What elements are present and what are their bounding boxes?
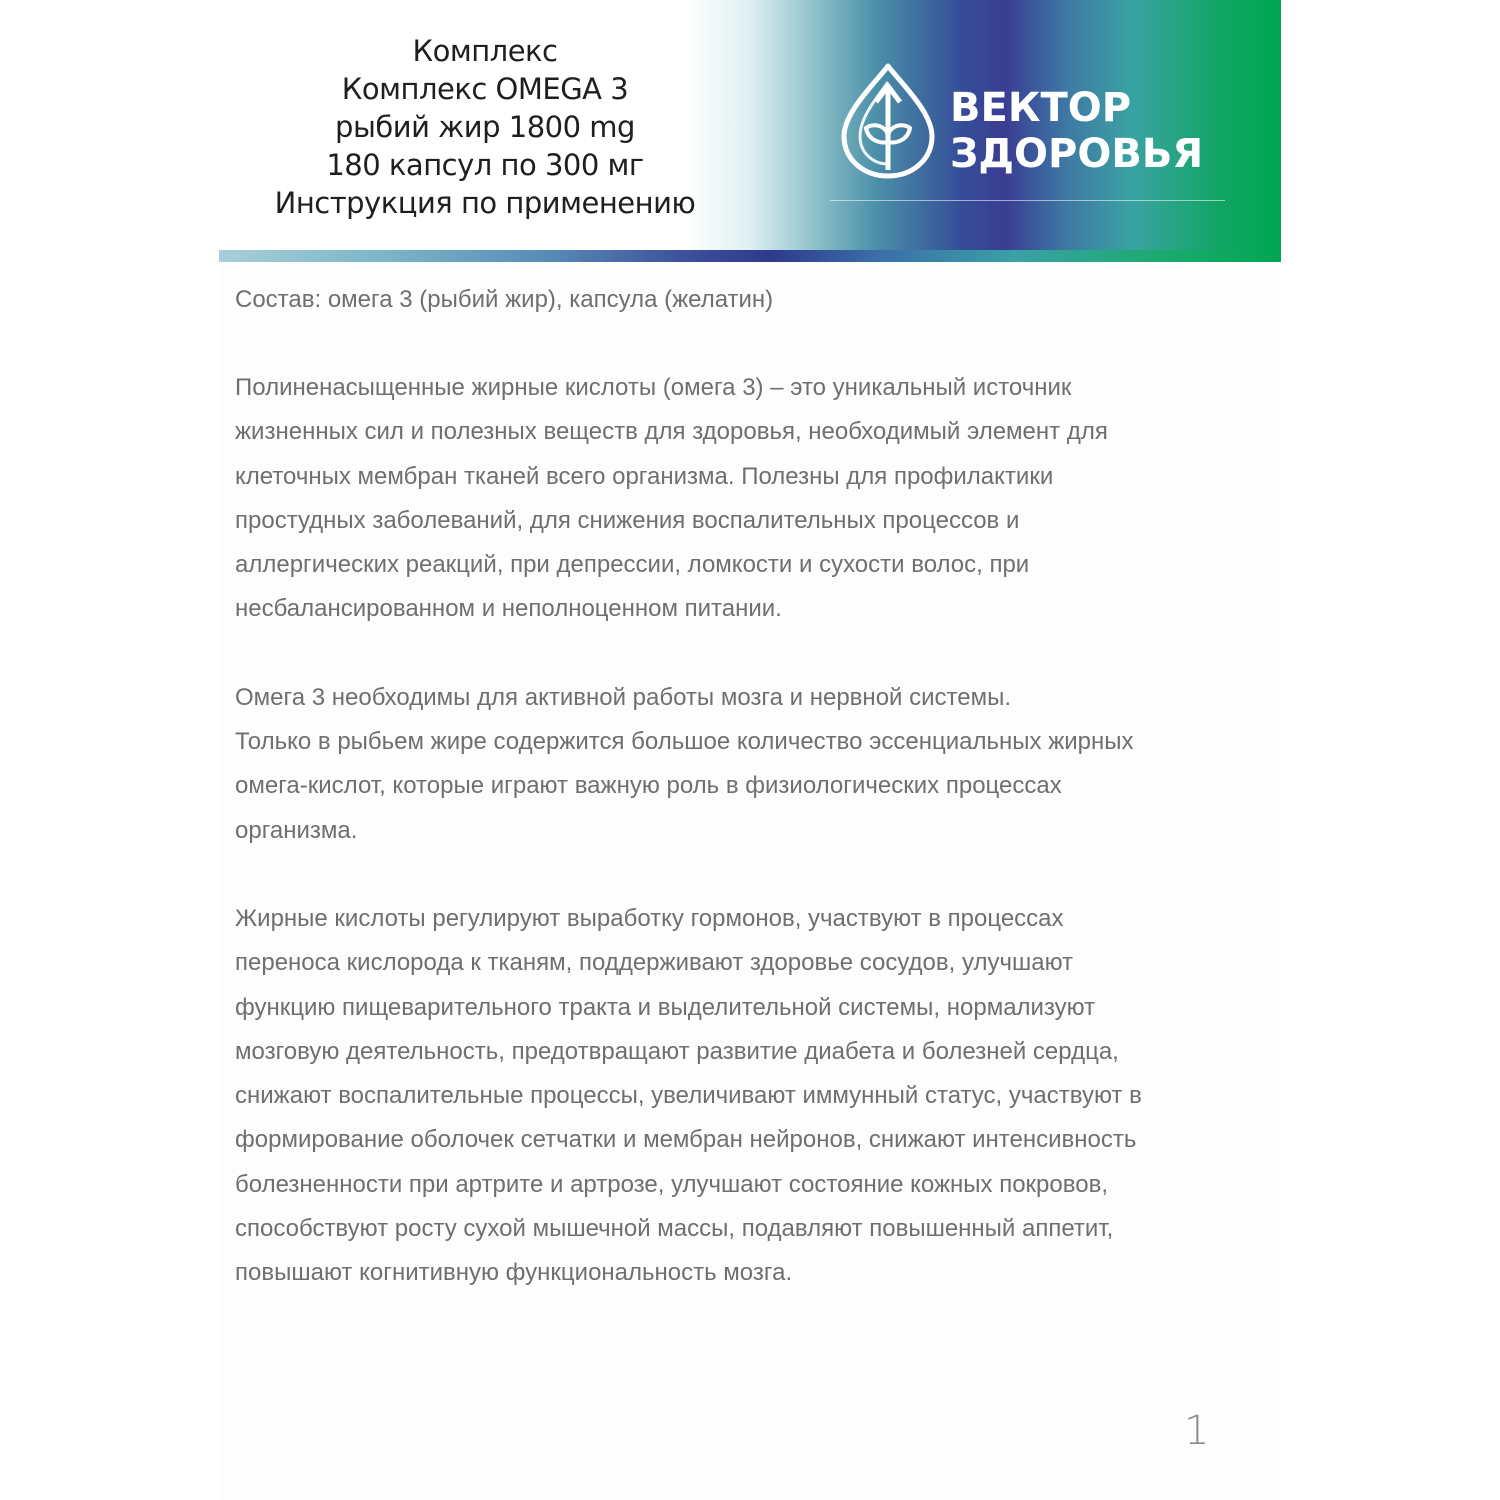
text-line: жизненных сил и полезных веществ для здоровья, необходимый элемент для xyxy=(235,418,1108,446)
text-line: мозговую деятельность, предотвращают развитие диабета и болезней сердца, xyxy=(235,1037,1119,1065)
brand-name xyxy=(950,85,1203,177)
text-line: Жирные кислоты регулируют выработку гормонов, участвуют в процессах xyxy=(235,904,1064,932)
text-line: Полиненасыщенные жирные кислоты (омега 3) – это уникальный источник xyxy=(235,374,1072,401)
title-line: Инструкция по применению xyxy=(274,186,696,220)
text-line: переноса кислорода к тканям, поддерживают здоровье сосудов, улучшают xyxy=(235,949,1074,977)
drop-leaf-arrow-icon xyxy=(838,60,938,180)
text-line: омега-кислот, которые играют важную роль в физиологических процессах xyxy=(235,772,1062,800)
page-number: 1 xyxy=(1184,1408,1210,1454)
brand-line-2: ЗДОРОВЬЯ xyxy=(950,131,1204,177)
title-line: Комплекс xyxy=(412,34,558,68)
text-line: способствуют росту сухой мышечной массы, подавляют повышенный аппетит, xyxy=(235,1215,1114,1243)
text-line: несбалансированном и неполноценном питании. xyxy=(235,595,782,623)
text-line: Только в рыбьем жире содержится большое количество эссенциальных жирных xyxy=(235,728,1134,756)
paragraph-omega-benefits xyxy=(235,366,1245,632)
title-line: рыбий жир 1800 mg xyxy=(335,110,635,144)
text-line: повышают когнитивную функциональность мозга. xyxy=(235,1259,793,1287)
header-gradient-bar xyxy=(219,250,1281,262)
text-line: снижают воспалительные процессы, увеличивают иммунный статус, участвуют в xyxy=(235,1082,1142,1110)
title-line: Комплекс OMEGA 3 xyxy=(341,72,629,106)
paragraph-fatty-acids xyxy=(235,897,1245,1296)
brand-line-1: ВЕКТОР xyxy=(950,85,1132,131)
text-line: аллергических реакций, при депрессии, ломкости и сухости волос, при xyxy=(235,551,1030,579)
paragraph-brain xyxy=(235,676,1245,853)
text-line: клеточных мембран тканей всего организма. Полезны для профилактики xyxy=(235,462,1054,490)
title-line: 180 капсул по 300 мг xyxy=(326,148,644,182)
text-line: формирование оболочек сетчатки и мембран нейронов, снижают интенсивность xyxy=(235,1126,1137,1154)
text-line: простудных заболеваний, для снижения воспалительных процессов и xyxy=(235,506,1020,534)
text-line: Омега 3 необходимы для активной работы мозга и нервной системы. xyxy=(235,683,1012,711)
text-line: организма. xyxy=(235,816,358,844)
instruction-content xyxy=(235,278,1245,1296)
text-line: функцию пищеварительного тракта и выделительной системы, нормализуют xyxy=(235,993,1096,1021)
composition-text: Состав: омега 3 (рыбий жир), капсула (желатин) xyxy=(235,286,774,313)
product-title xyxy=(260,32,710,222)
text-line: болезненности при артрите и артрозе, улучшают состояние кожных покровов, xyxy=(235,1170,1108,1198)
brand-divider xyxy=(830,200,1225,201)
